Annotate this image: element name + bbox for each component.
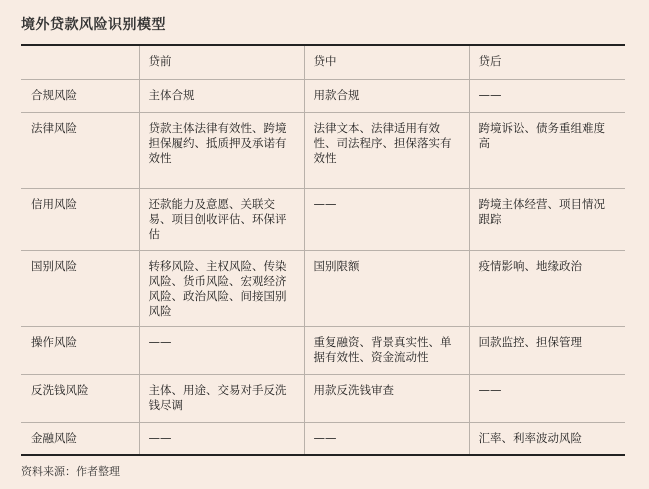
pre-loan-cell: 还款能力及意愿、关联交易、项目创收评估、环保评估 — [139, 188, 304, 250]
pre-loan-cell: —— — [139, 326, 304, 374]
pre-loan-cell: 主体合规 — [139, 79, 304, 112]
during-loan-cell: 用款合规 — [304, 79, 469, 112]
pre-loan-cell: 转移风险、主权风险、传染风险、货币风险、宏观经济风险、政治风险、间接国别风险 — [139, 250, 304, 326]
table-row — [21, 112, 625, 188]
risk-name-cell: 反洗钱风险 — [31, 382, 89, 397]
header-cell-empty — [21, 45, 139, 79]
during-loan-cell: 国别限额 — [304, 250, 469, 326]
post-loan-cell: 汇率、利率波动风险 — [469, 422, 625, 455]
table-row — [21, 422, 625, 455]
source-note: 资料来源：作者整理 — [21, 465, 120, 478]
table-title: 境外贷款风险识别模型 — [21, 17, 166, 33]
during-loan-cell: 重复融资、背景真实性、单据有效性、资金流动性 — [304, 326, 469, 374]
during-loan-cell: —— — [304, 188, 469, 250]
post-loan-cell: —— — [469, 79, 625, 112]
pre-loan-cell: 贷款主体法律有效性、跨境担保履约、抵质押及承诺有效性 — [139, 112, 304, 188]
table-row — [21, 374, 625, 422]
pre-loan-cell: —— — [139, 422, 304, 455]
risk-model-table — [21, 44, 625, 456]
table-row — [21, 326, 625, 374]
post-loan-cell: 跨境主体经营、项目情况跟踪 — [469, 188, 625, 250]
risk-name-cell: 操作风险 — [31, 334, 77, 349]
risk-model-table-container — [21, 44, 625, 456]
header-cell-post-loan: 贷后 — [469, 45, 625, 79]
header-cell-during-loan: 贷中 — [304, 45, 469, 79]
table-row — [21, 79, 625, 112]
pre-loan-cell: 主体、用途、交易对手反洗钱尽调 — [139, 374, 304, 422]
header-cell-pre-loan: 贷前 — [139, 45, 304, 79]
during-loan-cell: 用款反洗钱审查 — [304, 374, 469, 422]
during-loan-cell: 法律文本、法律适用有效性、司法程序、担保落实有效性 — [304, 112, 469, 188]
table-header-row — [21, 45, 625, 79]
risk-name-cell: 国别风险 — [31, 258, 77, 273]
table-row — [21, 250, 625, 326]
during-loan-cell: —— — [304, 422, 469, 455]
risk-name-cell: 法律风险 — [31, 120, 77, 135]
post-loan-cell: 跨境诉讼、债务重组难度高 — [469, 112, 625, 188]
post-loan-cell: 回款监控、担保管理 — [469, 326, 625, 374]
post-loan-cell: —— — [469, 374, 625, 422]
post-loan-cell: 疫情影响、地缘政治 — [469, 250, 625, 326]
risk-name-cell: 合规风险 — [31, 87, 77, 102]
risk-name-cell: 信用风险 — [31, 196, 77, 211]
risk-name-cell: 金融风险 — [31, 430, 77, 445]
table-row — [21, 188, 625, 250]
